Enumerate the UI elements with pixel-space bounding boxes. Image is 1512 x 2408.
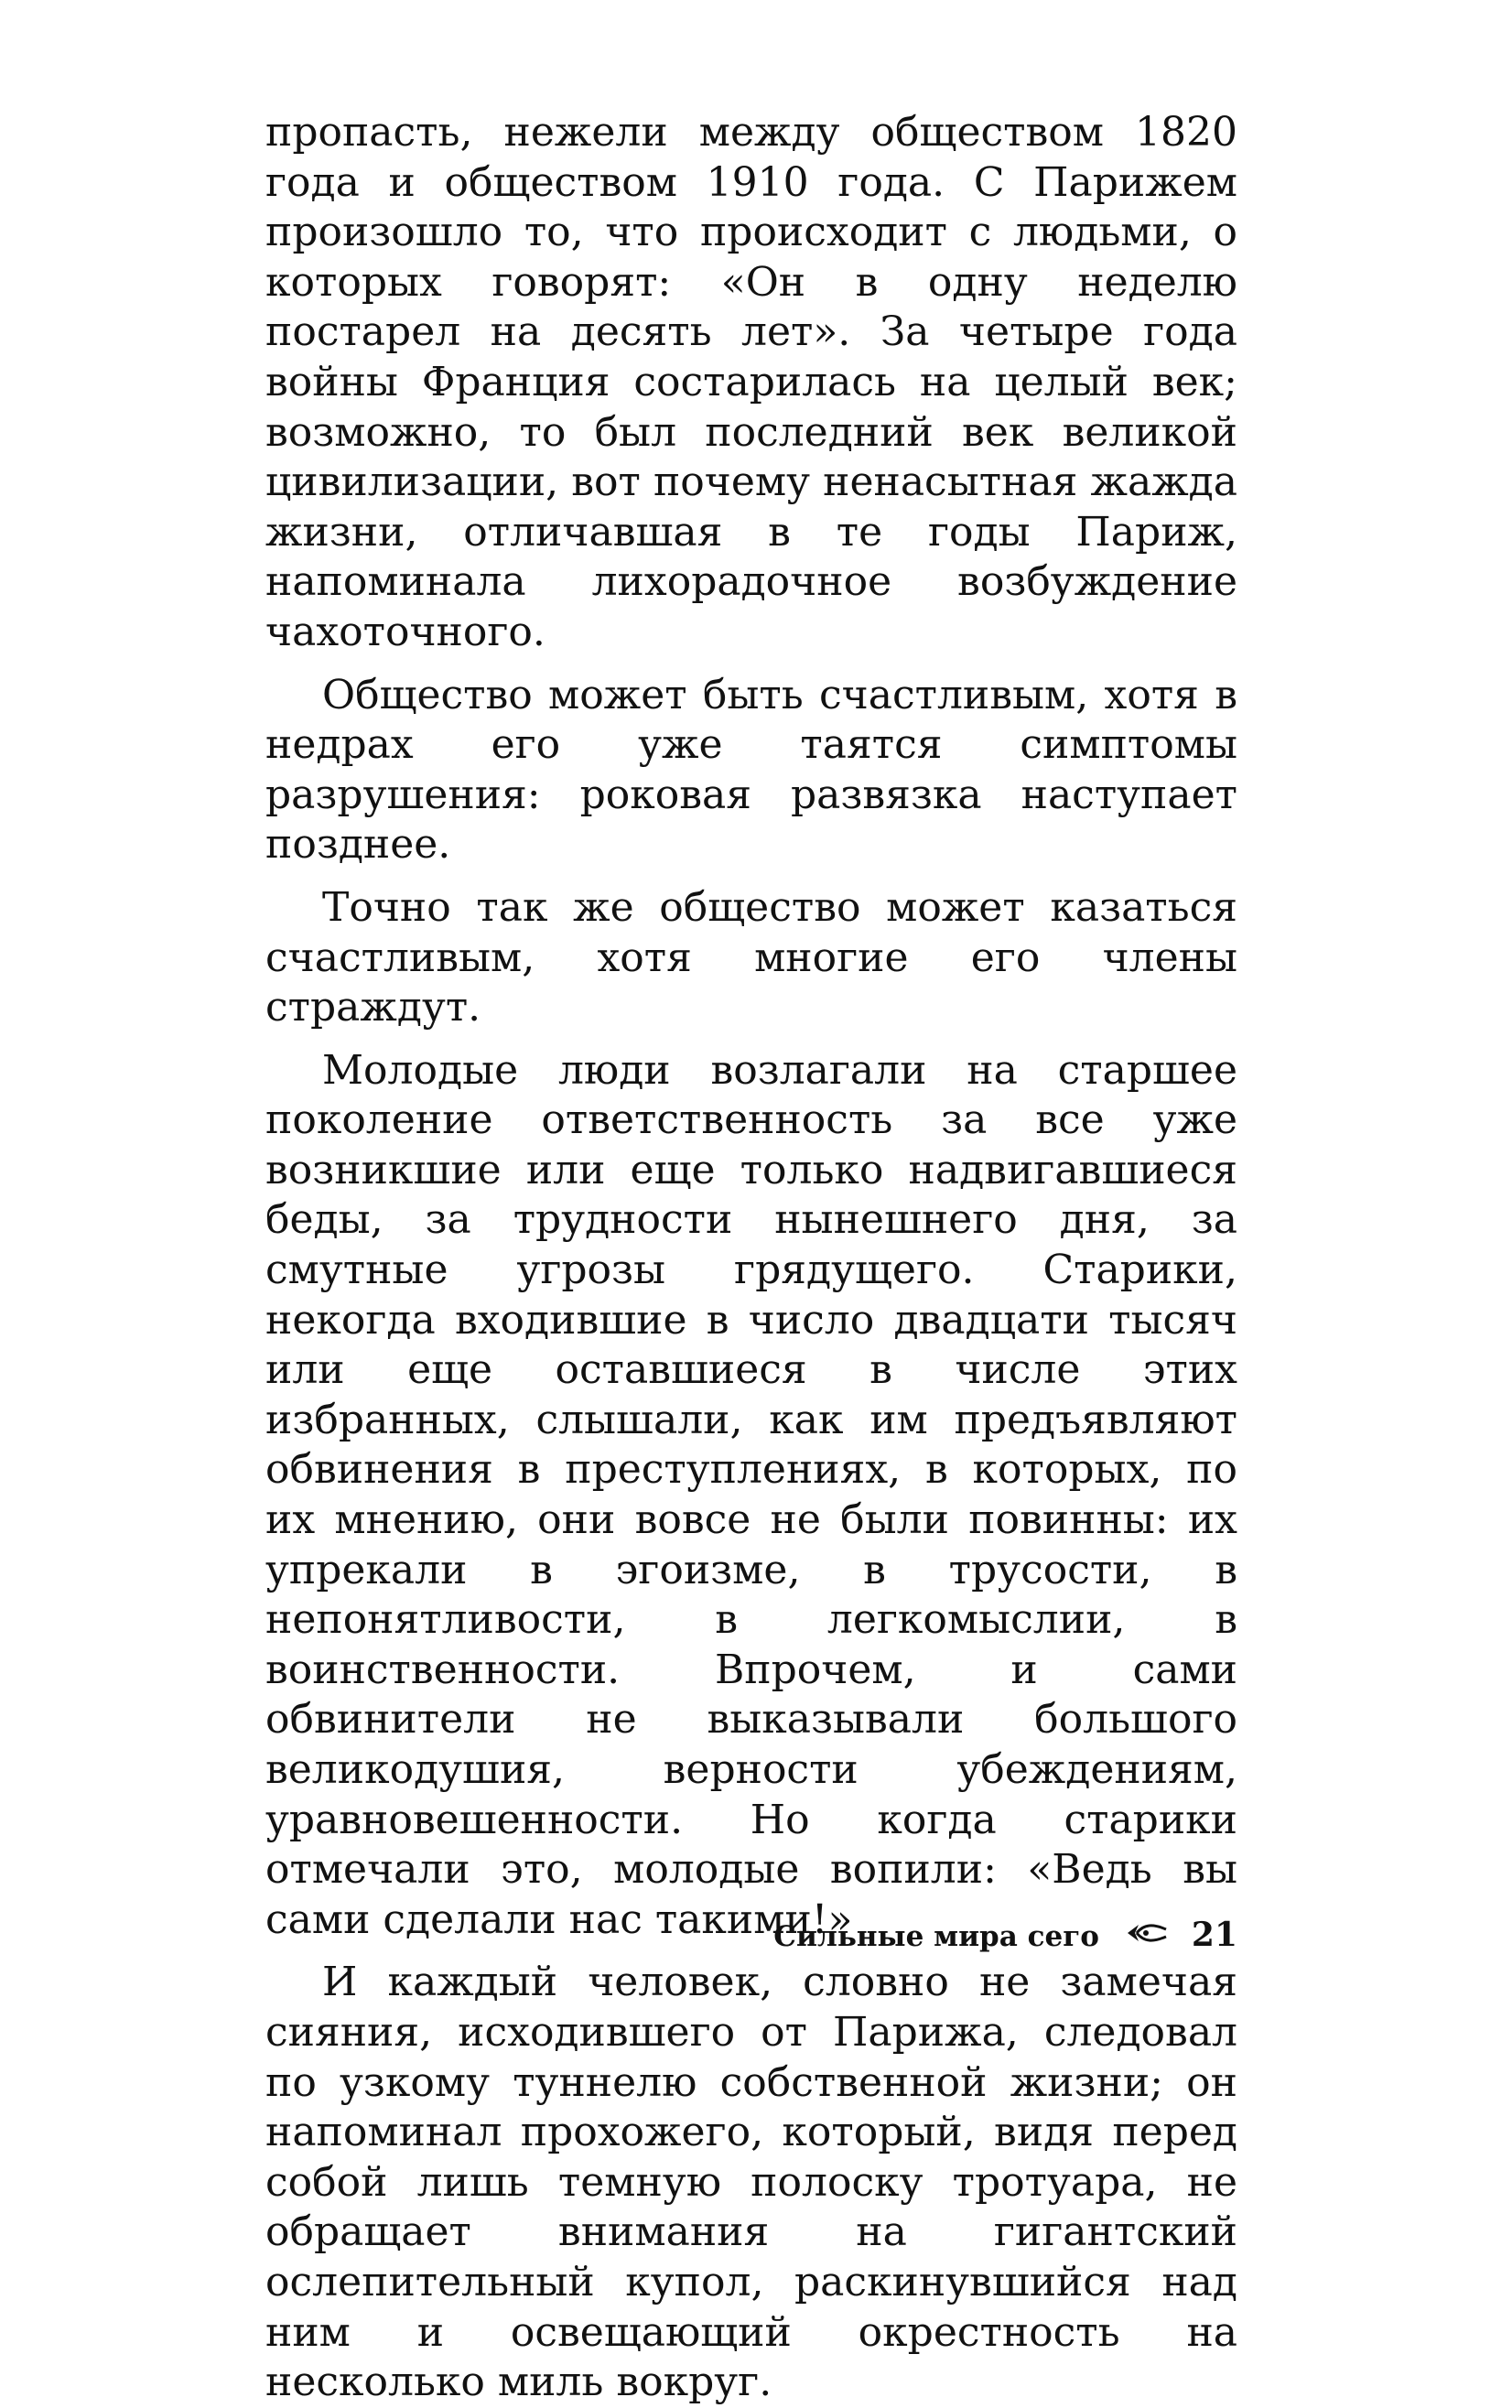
paragraph-2: Общество может быть счастливым, хотя в недрах его уже таятся симптомы разрушения: роковая развязка наступает позднее. [265, 671, 1237, 869]
page-number: 21 [1191, 1916, 1237, 1954]
paragraph-1: пропасть, нежели между обществом 1820 года и обществом 1910 года. С Парижем произошло то, что происходит с людьми, о которых говорят: «Он в одну неделю постарел на десять лет». За четыре года войны Франция состарилась на целый век; возможно, то был последний век великой цивилизации, вот почему ненасытная жажда жизни, отличавшая в те годы Париж, напоминала лихорадочное возбуждение чахоточного. [265, 109, 1237, 655]
paragraph-4: Молодые люди возлагали на старшее поколение ответственность за все уже возникшие или еще только надвигавшиеся беды, за трудности нынешнего дня, за смутные угрозы грядущего. Старики, некогда входившие в число двадцати тысяч или еще оставшиеся в числе этих избранных, слышали, как им предъявляют обвинения в преступлениях, в которых, по их мнению, они вовсе не были повинны: их упрекали в эгоизме, в трусости, в непонятливости, в легкомыслии, в воинственности. Впрочем, и сами обвинители не выказывали большого великодушия, верности убеждениям, уравновешенности. Но когда старики отмечали это, молодые вопили: «Ведь вы сами сделали нас такими!» [265, 1046, 1237, 1943]
running-title: Сильные мира сего [773, 1920, 1099, 1953]
paragraph-5: И каждый человек, словно не замечая сияния, исходившего от Парижа, следовал по узкому туннелю собственной жизни; он напоминал прохожего, который, видя перед собой лишь темную полоску тротуара, не обращает внимания на гигантский ослепительный купол, раскинувшийся над ним и освещающий окрестность на несколько миль вокруг. [265, 1959, 1237, 2406]
page-body [265, 108, 1237, 2408]
page-footer [265, 1915, 1237, 1958]
fleuron-icon [1126, 1915, 1168, 1955]
paragraph-3: Точно так же общество может казаться счастливым, хотя многие его члены страждут. [265, 883, 1237, 1031]
